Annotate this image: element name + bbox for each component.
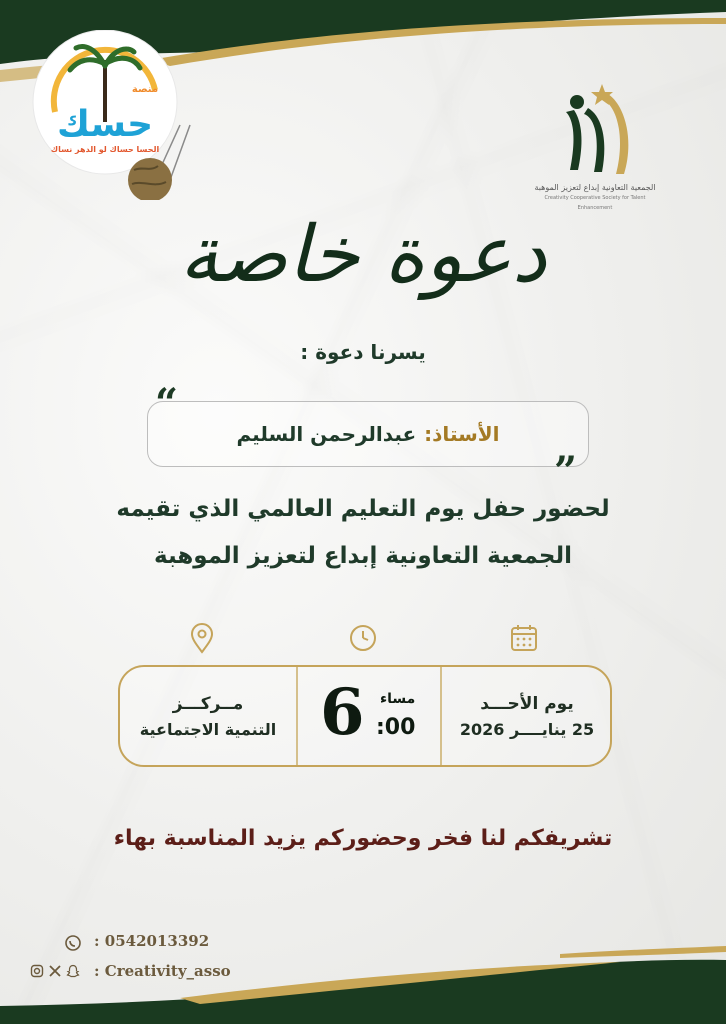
- closing-message: تشريفكم لنا فخر وحضوركم يزيد المناسبة بهاء: [113, 826, 613, 851]
- event-time-period: مساء: [380, 691, 416, 707]
- whatsapp-icon: [64, 934, 82, 952]
- event-time-hour: 6: [320, 675, 365, 750]
- time-cell: [298, 667, 440, 765]
- hassak-logo-slogan: الحسا حساك لو الدهر نساك: [50, 145, 160, 154]
- event-day: يوم الأحـــد: [480, 693, 574, 714]
- date-cell: [444, 667, 610, 765]
- details-divider: [440, 667, 442, 765]
- society-logo-caption: [530, 183, 660, 213]
- x-icon: [48, 964, 62, 978]
- invitation-body-line-1: لحضور حفل يوم التعليم العالمي الذي تقيمه: [116, 496, 610, 522]
- guest-name-box: [147, 401, 589, 467]
- contact-phone: : 0542013392: [94, 932, 210, 950]
- snapchat-icon: [66, 964, 80, 978]
- hassak-logo-top-text: منصة: [131, 84, 159, 95]
- hassak-platform-logo: [30, 30, 200, 200]
- event-details-box: [118, 665, 612, 767]
- invitation-title: دعوة خاصة: [179, 210, 547, 300]
- society-name-english: Creativity Cooperative Society for Talent Enhancement: [544, 195, 646, 211]
- bottom-frame-decoration: [0, 940, 726, 1024]
- clock-icon: [345, 620, 381, 656]
- venue-line-2: التنمية الاجتماعية: [139, 719, 277, 739]
- calendar-icon: [506, 620, 542, 656]
- location-pin-icon: [184, 620, 220, 656]
- event-time-minutes: :00: [376, 715, 416, 740]
- society-name-arabic: الجمعية التعاونية إبداع لتعزيز الموهبة: [534, 183, 656, 192]
- invitation-subtitle: يسرنا دعوة :: [300, 340, 426, 364]
- guest-name: عبدالرحمن السليم: [236, 422, 417, 446]
- close-quote-mark: ”: [554, 448, 578, 495]
- open-quote-mark: “: [155, 380, 179, 427]
- venue-cell: [120, 667, 296, 765]
- contact-handle: : Creativity_asso: [94, 962, 231, 980]
- instagram-icon: [30, 964, 44, 978]
- creativity-society-logo: [530, 80, 660, 210]
- event-date: 25 ينايــــر 2026: [459, 719, 595, 739]
- invitation-body-line-2: الجمعية التعاونية إبداع لتعزيز الموهبة: [154, 543, 572, 569]
- venue-line-1: مــركـــز: [172, 693, 244, 714]
- guest-title-prefix: الأستاذ:: [424, 422, 500, 446]
- hassak-logo-wordmark: حسك: [56, 104, 154, 145]
